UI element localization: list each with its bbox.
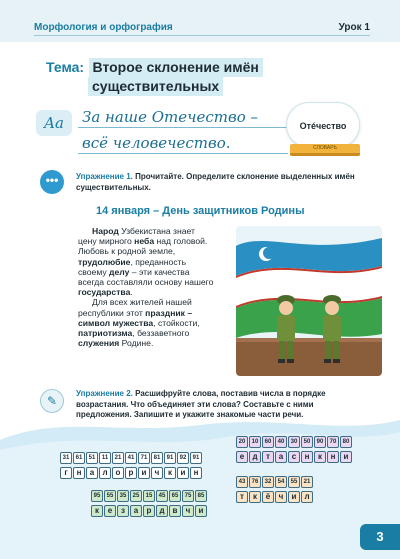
proverb-line-1: За наше Отечество – bbox=[78, 106, 288, 128]
reading-fragment: Узбекистана знает bbox=[118, 226, 195, 236]
speech-bubble-icon: ••• bbox=[40, 170, 64, 194]
puzzle-number-row bbox=[236, 476, 313, 488]
puzzle-number-cell: 80 bbox=[340, 436, 352, 448]
word-cloud-card bbox=[286, 102, 360, 148]
puzzle-letter-cell: л bbox=[99, 467, 111, 479]
puzzle-letter-row bbox=[60, 467, 202, 479]
puzzle-letter-cell: о bbox=[112, 467, 124, 479]
puzzle-number-cell: 91 bbox=[164, 452, 176, 464]
puzzle-number-cell: 95 bbox=[91, 490, 103, 502]
topic-title-line1: Второе склонение имён bbox=[89, 58, 263, 77]
highlighted-noun: неба bbox=[134, 236, 155, 247]
topic-label: Тема: bbox=[46, 59, 85, 75]
puzzle-number-cell: 32 bbox=[262, 476, 274, 488]
puzzle-number-cell: 31 bbox=[60, 452, 72, 464]
puzzle-letter-cell: а bbox=[275, 451, 287, 463]
reading-fragment: , преданность bbox=[130, 256, 187, 267]
puzzle-letter-cell: д bbox=[156, 505, 168, 517]
puzzle-letter-cell: ч bbox=[151, 467, 163, 479]
puzzle-number-row bbox=[236, 436, 352, 448]
reading-line bbox=[78, 287, 248, 297]
puzzle-number-cell: 35 bbox=[117, 490, 129, 502]
puzzle-letter-cell: д bbox=[249, 451, 261, 463]
pencil-icon: ✎ bbox=[40, 389, 64, 413]
reading-fragment: Любовь к родной земле, bbox=[78, 246, 176, 257]
puzzle-number-cell: 91 bbox=[190, 452, 202, 464]
puzzle-number-cell: 43 bbox=[236, 476, 248, 488]
puzzle-number-cell: 10 bbox=[249, 436, 261, 448]
puzzle-letter-cell: а bbox=[86, 467, 98, 479]
puzzle-number-cell: 85 bbox=[195, 490, 207, 502]
reading-fragment: цену мирного bbox=[78, 236, 135, 247]
reading-title: 14 января – День защитников Родины bbox=[96, 205, 305, 217]
puzzle-number-cell: 70 bbox=[327, 436, 339, 448]
exercise2-label: Упражнение 2. bbox=[76, 389, 133, 398]
section-title: Морфология и орфография bbox=[34, 22, 173, 33]
puzzle-letter-cell: н bbox=[73, 467, 85, 479]
highlighted-noun: государства bbox=[78, 287, 131, 298]
reading-line bbox=[78, 318, 248, 328]
puzzle-letter-cell: в bbox=[169, 505, 181, 517]
header-divider bbox=[34, 35, 370, 36]
puzzle-number-cell: 76 bbox=[249, 476, 261, 488]
puzzle-letter-cell: с bbox=[288, 451, 300, 463]
reading-fragment: всегда составляли основу нашего bbox=[78, 277, 214, 288]
puzzle-number-cell: 61 bbox=[73, 452, 85, 464]
puzzle-letter-row bbox=[236, 491, 313, 503]
puzzle-letter-cell: к bbox=[91, 505, 103, 517]
puzzle-letter-cell: е bbox=[104, 505, 116, 517]
topic-title-line2: существительных bbox=[88, 77, 223, 96]
highlighted-noun: служения bbox=[78, 338, 120, 349]
highlighted-noun: трудолюбие bbox=[78, 256, 131, 267]
puzzle-letter-cell: т bbox=[236, 491, 248, 503]
reading-text bbox=[78, 226, 248, 348]
puzzle-letter-cell: а bbox=[130, 505, 142, 517]
puzzle-number-cell: 92 bbox=[177, 452, 189, 464]
reading-line bbox=[78, 328, 248, 338]
handwriting-icon: Aa bbox=[36, 110, 72, 136]
reading-line bbox=[78, 226, 248, 236]
reading-fragment: республики этот bbox=[78, 307, 146, 318]
reading-line bbox=[78, 236, 248, 246]
puzzle-letter-cell: к bbox=[314, 451, 326, 463]
exercise1-text: Прочитайте. Определите склонение выделенных имён существительных. bbox=[76, 172, 355, 192]
reading-line bbox=[78, 267, 248, 277]
reading-fragment: своему bbox=[78, 266, 110, 277]
lesson-number: Урок 1 bbox=[338, 22, 370, 33]
puzzle-letter-cell: и bbox=[195, 505, 207, 517]
puzzle-letter-cell: р bbox=[143, 505, 155, 517]
reading-line bbox=[78, 308, 248, 318]
topic-block bbox=[46, 58, 346, 96]
puzzle-letter-cell: е bbox=[236, 451, 248, 463]
puzzle-number-cell: 21 bbox=[301, 476, 313, 488]
puzzle-number-cell: 25 bbox=[130, 490, 142, 502]
puzzle-letter-cell: ё bbox=[262, 491, 274, 503]
puzzle-number-cell: 71 bbox=[138, 452, 150, 464]
puzzle-letter-cell: к bbox=[164, 467, 176, 479]
highlighted-noun: патриотизма bbox=[78, 328, 133, 339]
puzzle-letter-cell: ч bbox=[275, 491, 287, 503]
vocabulary-word: Отéчество bbox=[299, 121, 347, 131]
exercise1-label: Упражнение 1. bbox=[76, 172, 133, 181]
puzzle-letter-row bbox=[236, 451, 352, 463]
puzzle-letter-cell: и bbox=[288, 491, 300, 503]
reading-fragment: . bbox=[130, 287, 133, 298]
puzzle-letter-cell: з bbox=[117, 505, 129, 517]
decorative-wave bbox=[0, 410, 400, 559]
puzzle-number-cell: 30 bbox=[288, 436, 300, 448]
puzzle-number-cell: 60 bbox=[262, 436, 274, 448]
reading-fragment: – эти качества bbox=[129, 266, 190, 277]
puzzle-number-row bbox=[60, 452, 202, 464]
puzzle-letter-cell: н bbox=[190, 467, 202, 479]
puzzle-number-row bbox=[91, 490, 207, 502]
puzzle-letter-row bbox=[91, 505, 207, 517]
exercise1-instruction bbox=[76, 171, 356, 193]
puzzle-number-cell: 50 bbox=[301, 436, 313, 448]
puzzle-number-cell: 65 bbox=[169, 490, 181, 502]
puzzle-letter-cell: к bbox=[249, 491, 261, 503]
reading-fragment: , стойкости, bbox=[153, 317, 200, 328]
puzzle-letter-cell: н bbox=[301, 451, 313, 463]
reading-line bbox=[78, 277, 248, 287]
puzzle-letter-cell: и bbox=[177, 467, 189, 479]
puzzle-number-cell: 75 bbox=[182, 490, 194, 502]
reading-fragment: над головой. bbox=[154, 236, 208, 247]
puzzle-letter-cell: и bbox=[138, 467, 150, 479]
reading-fragment: Родине. bbox=[119, 338, 154, 349]
puzzle-number-cell: 21 bbox=[112, 452, 124, 464]
puzzle-number-cell: 54 bbox=[275, 476, 287, 488]
reading-fragment: Для всех жителей нашей bbox=[92, 297, 192, 308]
puzzle-number-cell: 40 bbox=[275, 436, 287, 448]
puzzle-letter-cell: н bbox=[327, 451, 339, 463]
puzzle-number-cell: 11 bbox=[99, 452, 111, 464]
puzzle-letter-cell: ч bbox=[182, 505, 194, 517]
puzzle-number-cell: 51 bbox=[86, 452, 98, 464]
page-number: 3 bbox=[360, 524, 400, 550]
soldiers-flag-illustration bbox=[236, 226, 382, 376]
puzzle-number-cell: 41 bbox=[125, 452, 137, 464]
puzzle-number-cell: 15 bbox=[143, 490, 155, 502]
exercise2-text: Расшифруйте слова, поставив числа в порядке возрастания. Что объединяет эти слова? Составьте с ними предложения. Запишите и укажите знакомые части речи. bbox=[76, 389, 326, 419]
highlighted-noun: праздник – bbox=[145, 307, 193, 318]
reading-line bbox=[78, 257, 248, 267]
proverb-line-2: всё человечество. bbox=[78, 132, 288, 154]
puzzle-number-cell: 45 bbox=[156, 490, 168, 502]
puzzle-number-cell: 90 bbox=[314, 436, 326, 448]
highlighted-noun: Народ bbox=[92, 226, 119, 236]
highlighted-noun: символ мужества bbox=[78, 317, 154, 328]
puzzle-letter-cell: л bbox=[301, 491, 313, 503]
puzzle-letter-cell: т bbox=[262, 451, 274, 463]
puzzle-number-cell: 81 bbox=[151, 452, 163, 464]
puzzle-letter-cell: и bbox=[340, 451, 352, 463]
reading-fragment: , беззаветного bbox=[132, 328, 190, 339]
reading-line bbox=[78, 246, 248, 256]
highlighted-noun: делу bbox=[109, 266, 130, 277]
dictionary-label: СЛОВАРЬ bbox=[313, 145, 337, 151]
puzzle-number-cell: 20 bbox=[236, 436, 248, 448]
dictionary-book-icon bbox=[290, 144, 360, 156]
reading-line bbox=[78, 338, 248, 348]
puzzle-letter-cell: г bbox=[60, 467, 72, 479]
puzzle-letter-cell: р bbox=[125, 467, 137, 479]
puzzle-number-cell: 55 bbox=[288, 476, 300, 488]
puzzle-number-cell: 55 bbox=[104, 490, 116, 502]
reading-line bbox=[78, 297, 248, 307]
